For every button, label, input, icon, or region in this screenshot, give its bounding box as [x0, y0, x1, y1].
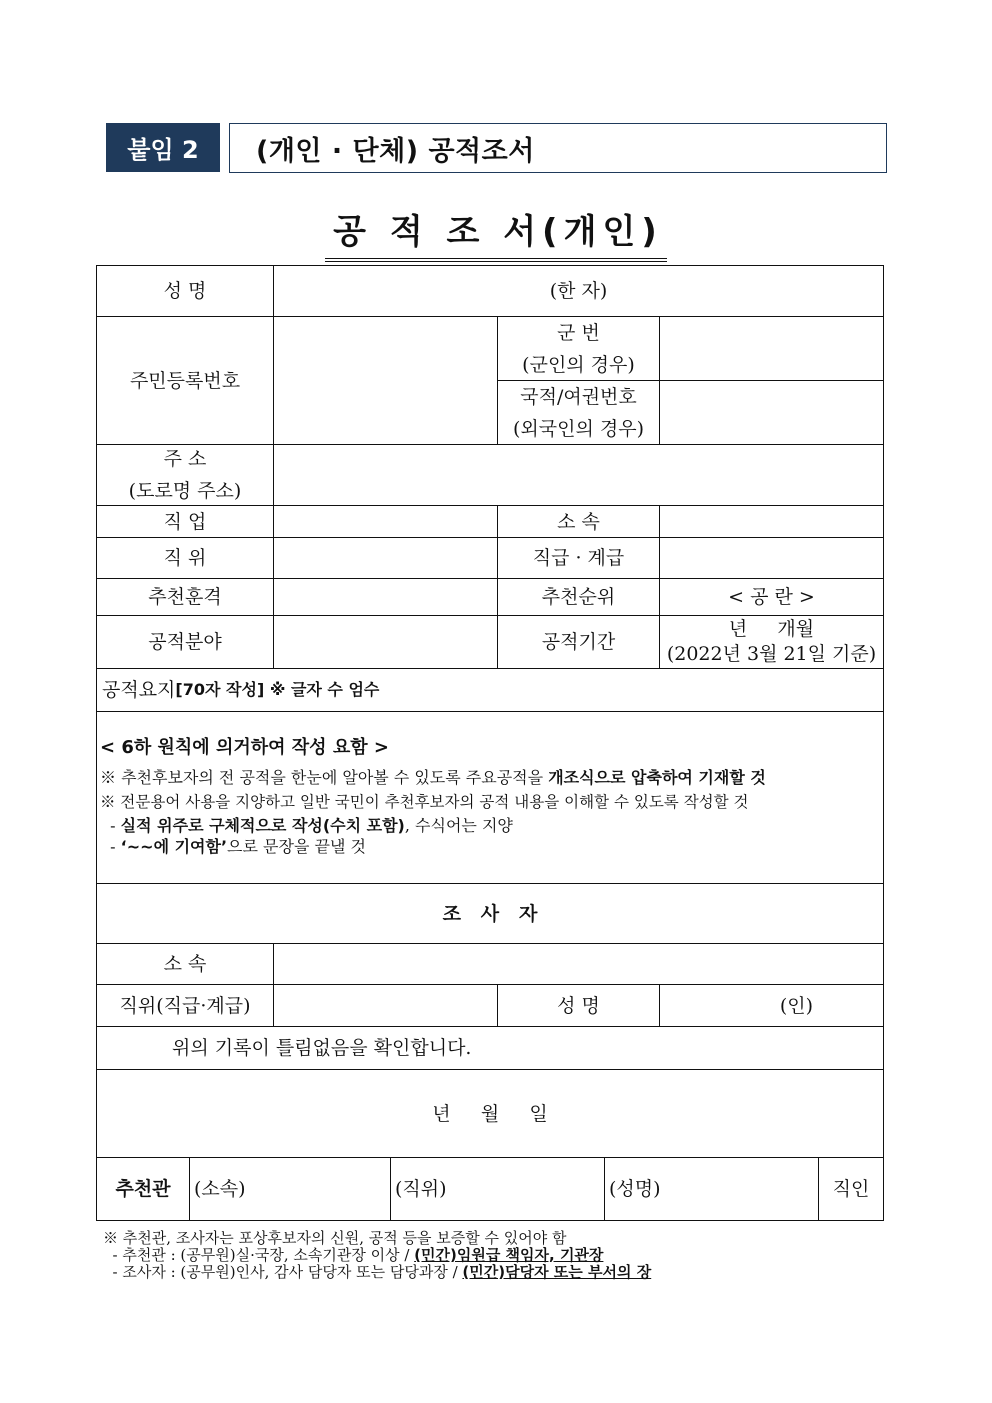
investigator-name-field[interactable]: [660, 985, 883, 1026]
guide-line-1-bold: 개조식으로 압축하여 기재할 것: [548, 768, 766, 787]
investigator-position-field[interactable]: [274, 985, 497, 1026]
guide-line-4-bold: ‘~~에 기여함’: [120, 837, 228, 856]
nationality-label-line2: (외국인의 경우): [513, 417, 644, 440]
name-hanja-field[interactable]: (한 자): [549, 280, 608, 302]
investigator-name-label: 성 명: [557, 994, 600, 1017]
guide-line-3-bold: 실적 위주로 구체적으로 작성(수치 포함): [120, 816, 405, 835]
rrn-field[interactable]: [274, 317, 497, 444]
footnote-line-3-text: - 조사자 : (공무원)인사, 감사 담당자 또는 담당과장 /: [103, 1263, 463, 1281]
affiliation-label: 소 속: [557, 510, 600, 533]
address-field[interactable]: [274, 445, 883, 505]
guide-heading: < 6하 원칙에 의거하여 작성 요함 >: [100, 737, 389, 758]
recommender-position[interactable]: (직위): [395, 1178, 447, 1200]
footnote-line-2-emph: (민간)임원급 책임자, 기관장: [414, 1246, 604, 1264]
form-title-wrap: [0, 210, 992, 262]
position-field[interactable]: [274, 538, 497, 578]
header-title: (개인 · 단체) 공적조서: [256, 135, 535, 167]
guide-line-4: [100, 835, 366, 859]
footnote-line-3-emph: (민간)담당자 또는 부서의 장: [462, 1263, 652, 1281]
date-field[interactable]: 년 월 일: [432, 1102, 548, 1125]
name-label: 성 명: [163, 280, 207, 302]
job-field[interactable]: [274, 506, 497, 537]
field-label: 공적분야: [148, 631, 222, 653]
summary-label: 공적요지: [102, 679, 176, 701]
grade-field[interactable]: [660, 538, 883, 578]
footnote-line-1: ※ 추천관, 조사자는 포상후보자의 신원, 공적 등을 보증할 수 있어야 함: [103, 1229, 567, 1247]
grade-label: 직급 · 계급: [532, 547, 625, 569]
award-field[interactable]: [274, 579, 497, 615]
address-label: [97, 445, 273, 505]
rank-value: < 공 란 >: [728, 586, 815, 608]
address-label-line1: 주 소: [163, 448, 207, 470]
investigator-seal: (인): [779, 994, 813, 1017]
recommender-label: 추천관: [115, 1178, 171, 1200]
summary-label-rule: [70자 작성] ※ 글자 수 엄수: [175, 680, 380, 699]
period-label: 공적기간: [541, 631, 616, 653]
period-value-line2: (2022년 3월 21일 기준): [666, 643, 877, 665]
nationality-label-line1: 국적/여권번호: [520, 385, 637, 408]
investigator-position-label: 직위(직급·계급): [119, 994, 251, 1017]
field-field[interactable]: [274, 616, 497, 668]
rank-label: 추천순위: [541, 586, 616, 608]
award-label: 추천훈격: [148, 586, 222, 608]
period-value-line1: 년 개월: [728, 618, 815, 640]
military-number-label: [498, 317, 659, 380]
attachment-badge: 붙임 2: [106, 123, 220, 172]
period-value[interactable]: [660, 616, 883, 668]
military-number-field[interactable]: [660, 317, 883, 380]
footnote-line-2: [103, 1247, 651, 1264]
form-title: 공 적 조 서(개인): [325, 210, 667, 262]
recommender-seal: 직인: [832, 1178, 870, 1200]
summary-label-row: [102, 669, 882, 711]
footnotes: [103, 1230, 651, 1281]
military-label-line1: 군 번: [557, 321, 600, 344]
rrn-label: 주민등록번호: [129, 369, 241, 392]
confirm-statement: 위의 기록이 틀림없음을 확인합니다.: [172, 1037, 472, 1059]
military-label-line2: (군인의 경우): [522, 353, 635, 376]
guide-line-1: [100, 766, 766, 790]
affiliation-field[interactable]: [660, 506, 883, 537]
job-label: 직 업: [163, 510, 207, 533]
nationality-field[interactable]: [660, 381, 883, 444]
footnote-line-3: [103, 1264, 651, 1281]
address-label-line2: (도로명 주소): [128, 480, 242, 502]
footnote-line-2-text: - 추천관 : (공무원)실·국장, 소속기관장 이상 /: [103, 1246, 415, 1264]
guide-line-4-text: 으로 문장을 끝낼 것: [227, 837, 366, 856]
nationality-label: [498, 381, 659, 444]
guide-line-3-text: , 수식어는 지양: [404, 816, 513, 835]
guide-line-1-text: ※ 추천후보자의 전 공적을 한눈에 알아볼 수 있도록 주요공적을: [100, 768, 549, 787]
recommender-name[interactable]: (성명): [609, 1178, 661, 1200]
guide-line-3-dash: -: [100, 816, 121, 835]
recommender-affiliation[interactable]: (소속): [194, 1178, 246, 1200]
guide-line-2: ※ 전문용어 사용을 지양하고 일반 국민이 추천후보자의 공적 내용을 이해할 수 있도록 작성할 것: [100, 793, 749, 811]
investigator-affiliation-label: 소 속: [163, 953, 207, 975]
header-title-box: [229, 123, 887, 173]
position-label: 직 위: [163, 547, 207, 569]
investigator-heading: 조 사 자: [442, 902, 538, 925]
guide-line-4-dash: -: [100, 837, 121, 856]
investigator-affiliation-field[interactable]: [274, 944, 883, 984]
